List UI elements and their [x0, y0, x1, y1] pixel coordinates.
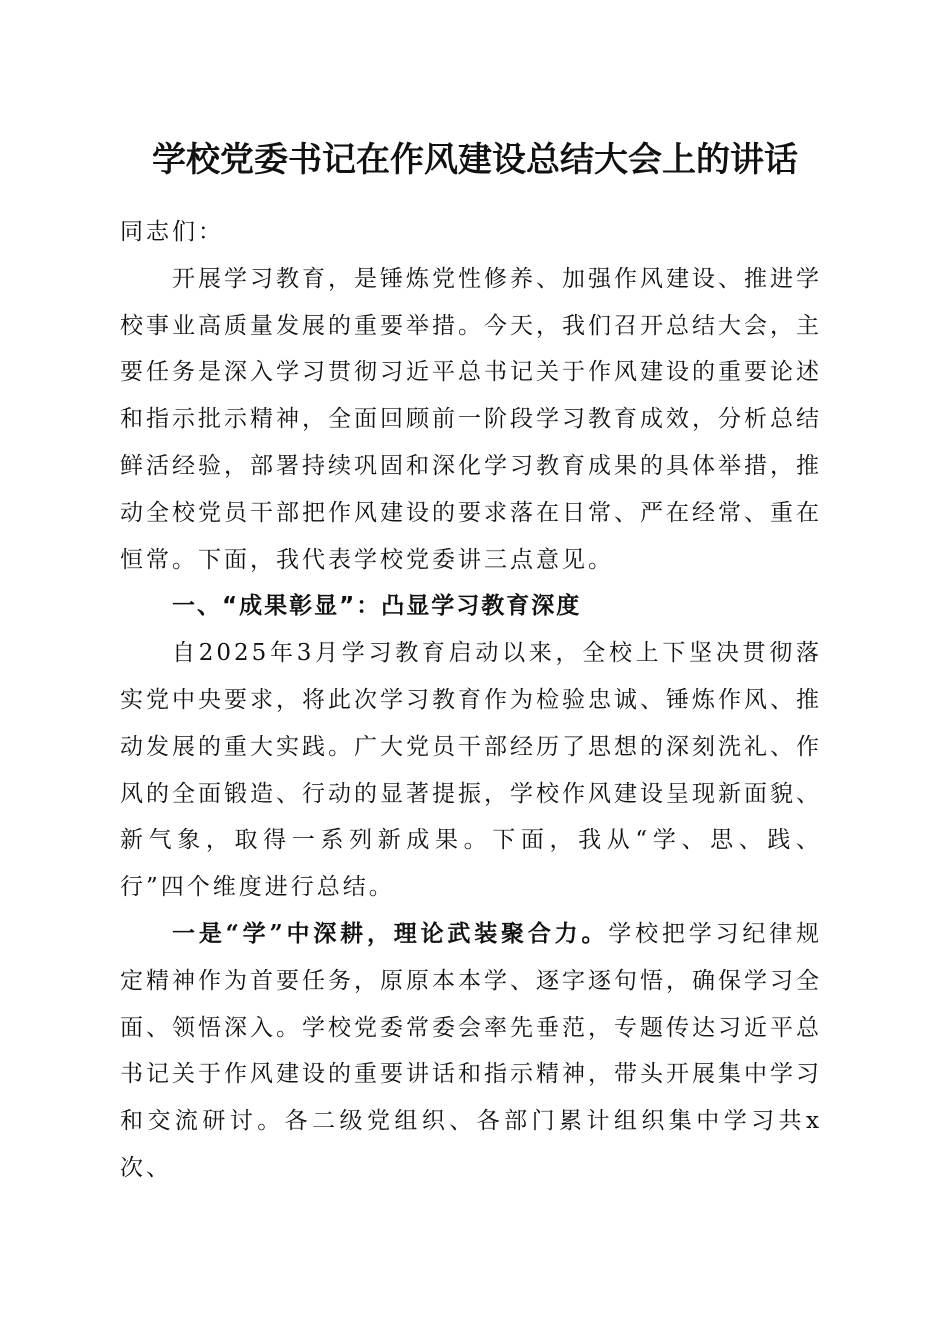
point-text: 学校把学习纪律规定精神作为首要任务，原原本本学、逐字逐句悟，确保学习全面、领悟深入。学校党委常委会率先垂范，专题传达习近平总书记关于作风建设的重要讲话和指示精神，带头开展集中学习和交流研讨。各二级党组织、各部门累计组织集中学习共x次、: [120, 920, 822, 1181]
salutation: 同志们：: [120, 219, 224, 245]
section-paragraph: 自2025年3月学习教育启动以来，全校上下坚决贯彻落实党中央要求，将此次学习教育作为检验忠诚、锤炼作风、推动发展的重大实践。广大党员干部经历了思想的深刻洗礼、作风的全面锻造、行动的显著提振，学校作风建设呈现新面貌、新气象，取得一系列新成果。下面，我从“学、思、践、行”四个维度进行总结。: [120, 640, 822, 901]
section-heading: 一、“成果彰显”：凸显学习教育深度: [172, 593, 582, 620]
document-body: [120, 209, 822, 1192]
point-paragraph: [120, 911, 822, 1192]
intro-paragraph: 开展学习教育，是锤炼党性修养、加强作风建设、推进学校事业高质量发展的重要举措。今天，我们召开总结大会，主要任务是深入学习贯彻习近平总书记关于作风建设的重要论述和指示批示精神，全面回顾前一阶段学习教育成效，分析总结鲜活经验，部署持续巩固和深化学习教育成果的具体举措，推动全校党员干部把作风建设的要求落在日常、严在经常、重在恒常。下面，我代表学校党委讲三点意见。: [120, 265, 822, 573]
document-title: 学校党委书记在作风建设总结大会上的讲话: [152, 140, 798, 180]
point-lead: 一是“学”中深耕，理论武装聚合力。: [172, 919, 609, 947]
